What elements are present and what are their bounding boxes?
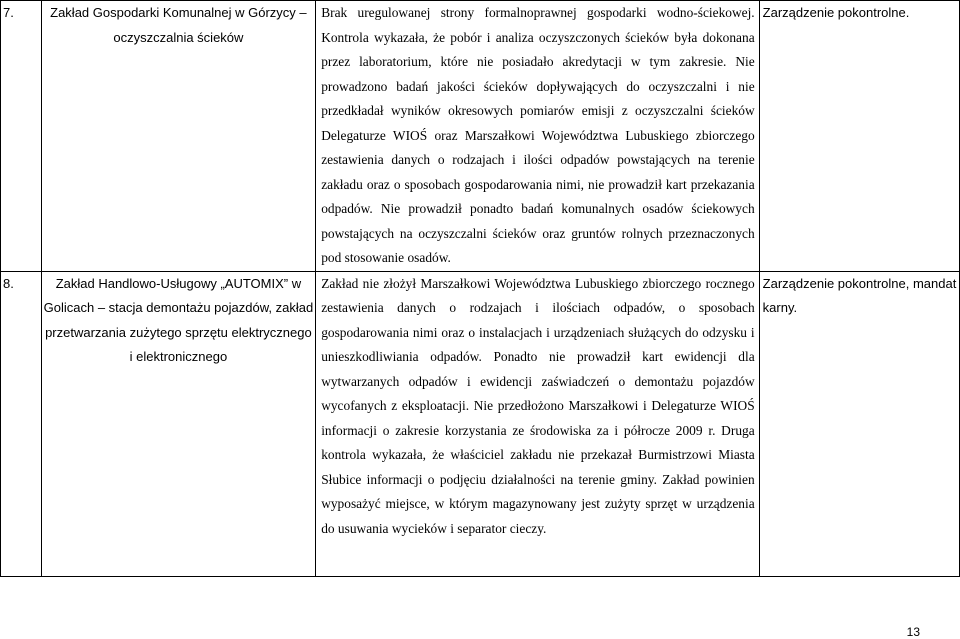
row-number: 8. xyxy=(1,271,42,576)
inspected-unit: Zakład Gospodarki Komunalnej w Górzycy – oczyszczalnia ścieków xyxy=(41,1,316,272)
inspected-unit: Zakład Handlowo-Usługowy „AUTOMIX” w Golicach – stacja demontażu pojazdów, zakład przetwarzania zużytego sprzętu elektrycznego i elektronicznego xyxy=(41,271,316,576)
inspection-findings: Brak uregulowanej strony formalnoprawnej gospodarki wodno-ściekowej. Kontrola wykazała, że pobór i analiza oczyszczonych ścieków była dokonana przez laboratorium, które nie posiadało akredytacji w tym zakresie. Nie prowadzono badań jakości ścieków dopływających do oczyszczalni i nie przedkładał wyników okresowych pomiarów emisji z oczyszczalni ścieków Delegaturze WIOŚ oraz Marszałkowi Województwa Lubuskiego zbiorczego zestawienia danych o rodzajach i ilości odpadów powstających na terenie zakładu oraz o sposobach gospodarowania nimi, nie prowadził kart przekazania odpadów. Nie prowadził ponadto badań komunalnych osadów ściekowych powstających na oczyszczalni ścieków oraz gruntów rolnych przeznaczonych pod stosowanie osadów. xyxy=(316,1,759,272)
table-row xyxy=(1,1,960,272)
table-row xyxy=(1,271,960,576)
page-number: 13 xyxy=(906,625,920,639)
post-inspection-measure: Zarządzenie pokontrolne, mandat karny. xyxy=(759,271,959,576)
row-number: 7. xyxy=(1,1,42,272)
post-inspection-measure: Zarządzenie pokontrolne. xyxy=(759,1,959,272)
inspection-findings: Zakład nie złożył Marszałkowi Województwa Lubuskiego zbiorczego rocznego zestawienia danych o rodzajach i ilościach odpadów, o sposobach gospodarowania nimi oraz o instalacjach i urządzeniach służących do odzysku i unieszkodliwiania odpadów. Ponadto nie prowadził kart ewidencji dla wytwarzanych odpadów i ewidencji zaświadczeń o demontażu pojazdów wycofanych z eksploatacji. Nie przedłożono Marszałkowi i Delegaturze WIOŚ informacji o zakresie korzystania ze środowiska za i półrocze 2009 r. Druga kontrola wykazała, że właściciel zakładu nie przekazał Burmistrzowi Miasta Słubice informacji o podjęciu działalności na terenie gminy. Zakład powinien wyposażyć miejsce, w którym magazynowany jest zużyty sprzęt w urządzenia do usuwania wycieków i separator cieczy. xyxy=(316,271,759,576)
